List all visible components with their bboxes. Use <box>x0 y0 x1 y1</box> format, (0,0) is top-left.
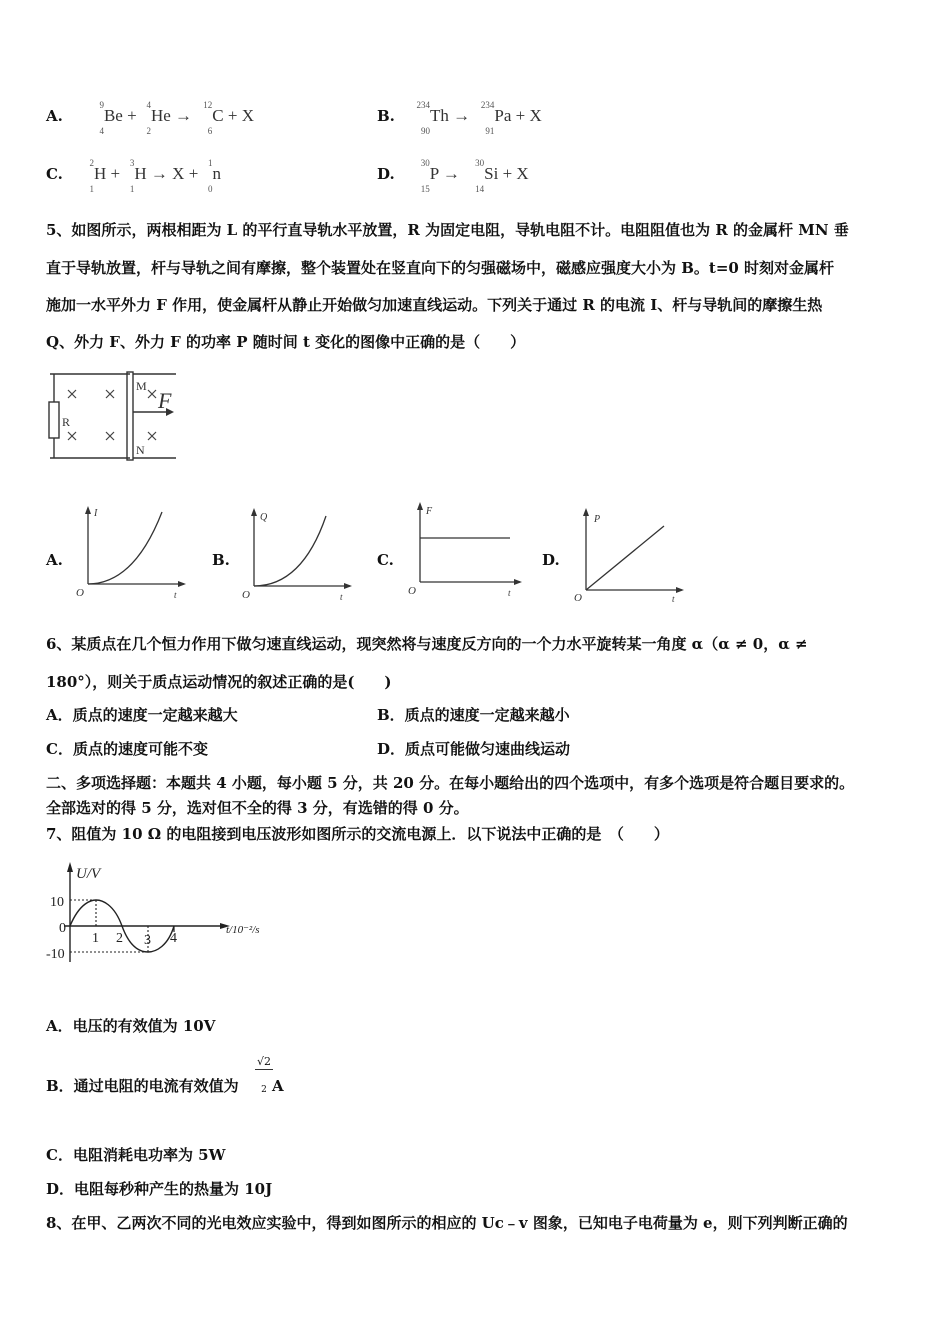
origin-label: O <box>574 592 582 602</box>
section2-heading-line1: 二、多项选择题：本题共 4 小题，每小题 5 分，共 20 分。在每小题给出的四个选项中，有多个选项是符合题目要求的。 <box>46 774 855 792</box>
q6-option-d[interactable]: D．质点可能做匀速曲线运动 <box>377 740 571 758</box>
q4-option-d[interactable] <box>377 158 529 194</box>
y-axis-label: P <box>594 514 601 525</box>
q7-voltage-graph <box>40 858 280 970</box>
option-label: B. <box>377 106 395 125</box>
resistor-label: R <box>62 415 71 429</box>
q5-graph-c-label[interactable]: C. <box>377 551 394 569</box>
q6-stem-line1: 6、某质点在几个恒力作用下做匀速直线运动，现突然将与速度反方向的一个力水平旋转某一角度 α（α ≠ 0，α ≠ <box>46 635 808 653</box>
y-axis-label: U/V <box>76 866 101 882</box>
q5-graph-c[interactable] <box>406 500 526 598</box>
q6-stem-line2: 180°），则关于质点运动情况的叙述正确的是( ) <box>46 673 392 691</box>
option-label: A. <box>46 106 63 125</box>
q4-option-a[interactable] <box>46 100 254 136</box>
x-tick: 3 <box>144 933 151 948</box>
rod-end-n: N <box>136 443 145 457</box>
section2-heading-line2: 全部选对的得 5 分，选对但不全的得 3 分，有选错的得 0 分。 <box>46 799 469 817</box>
q6-option-b[interactable]: B．质点的速度一定越来越小 <box>377 706 570 724</box>
q7-option-c[interactable]: C．电阻消耗电功率为 5W <box>46 1146 226 1164</box>
nuclear-equation: 9 4 Be + 4 2 He → 12 6 C + X <box>99 100 254 136</box>
nuclear-equation: 234 90 Th → 234 91 Pa + X <box>416 100 542 136</box>
nuclear-equation: 2 1 H + 3 1 H → X + 1 0 n <box>89 158 222 194</box>
x-axis-label: t <box>340 592 343 602</box>
q5-stem-line2: 直于导轨放置，杆与导轨之间有摩擦，整个装置处在竖直向下的匀强磁场中，磁感应强度大小为 B。t=0 时刻对金属杆 <box>46 259 835 277</box>
q5-stem-line4: Q、外力 F、外力 F 的功率 P 随时间 t 变化的图像中正确的是（ ） <box>46 333 526 351</box>
fraction-denominator: 2 <box>261 1085 267 1095</box>
option-label: C. <box>46 164 63 183</box>
origin-label: O <box>242 589 250 601</box>
q5-stem-line3: 施加一水平外力 F 作用，使金属杆从静止开始做匀加速直线运动。下列关于通过 R 的电流 I、杆与导轨间的摩擦生热 <box>46 296 823 314</box>
y-tick-pos: 10 <box>50 895 64 910</box>
origin-label: O <box>76 587 84 599</box>
y-tick-neg: -10 <box>46 947 65 962</box>
current-fraction <box>255 1055 273 1098</box>
rod-end-m: M <box>136 379 147 393</box>
q6-option-c[interactable]: C．质点的速度可能不变 <box>46 740 208 758</box>
q5-graph-d[interactable] <box>572 506 688 602</box>
x-axis-label: t <box>174 590 177 600</box>
q7-option-d[interactable]: D．电阻每秒种产生的热量为 10J <box>46 1180 273 1198</box>
y-axis-label: Q <box>260 512 268 523</box>
q7-option-a[interactable]: A．电压的有效值为 10V <box>46 1017 216 1035</box>
current-unit: A <box>272 1077 284 1095</box>
q4-option-b[interactable] <box>377 100 542 136</box>
option-text: B．通过电阻的电流有效值为 <box>46 1077 239 1095</box>
q5-circuit-diagram <box>44 368 184 464</box>
y-axis-label: I <box>94 508 98 519</box>
fraction-numerator: √2 <box>256 1055 271 1068</box>
q7-option-b[interactable] <box>46 1076 239 1096</box>
q5-graph-d-label[interactable]: D. <box>542 551 560 569</box>
nuclear-equation: 30 15 P → 30 14 Si + X <box>420 158 529 194</box>
q7-stem: 7、阻值为 10 Ω 的电阻接到电压波形如图所示的交流电源上．以下说法中正确的是 （ ） <box>46 825 669 843</box>
q5-stem-line1: 5、如图所示，两根相距为 L 的平行直导轨水平放置，R 为固定电阻，导轨电阻不计。电阻阻值也为 R 的金属杆 MN 垂 <box>46 221 849 239</box>
y-tick-zero: 0 <box>59 921 66 936</box>
x-axis-label: t <box>672 594 675 602</box>
q6-option-a[interactable]: A．质点的速度一定越来越大 <box>46 706 238 724</box>
origin-label: O <box>408 585 416 597</box>
x-tick: 1 <box>92 931 99 946</box>
q5-graph-b[interactable] <box>240 506 356 602</box>
x-tick: 2 <box>116 931 123 946</box>
x-tick: 4 <box>170 931 177 946</box>
x-axis-label: t <box>508 588 511 598</box>
q4-option-c[interactable] <box>46 158 222 194</box>
q5-graph-b-label[interactable]: B. <box>212 551 230 569</box>
y-axis-label: F <box>426 506 433 517</box>
q5-graph-a-label[interactable]: A. <box>46 551 63 569</box>
x-axis-label: t/10⁻²/s <box>226 924 260 936</box>
q5-graph-a[interactable] <box>74 504 190 600</box>
option-label: D. <box>377 164 395 183</box>
q8-stem-line1: 8、在甲、乙两次不同的光电效应实验中，得到如图所示的相应的 Uc﹣v 图象，已知电子电荷量为 e，则下列判断正确的 <box>46 1214 848 1232</box>
force-label: F <box>158 388 172 413</box>
